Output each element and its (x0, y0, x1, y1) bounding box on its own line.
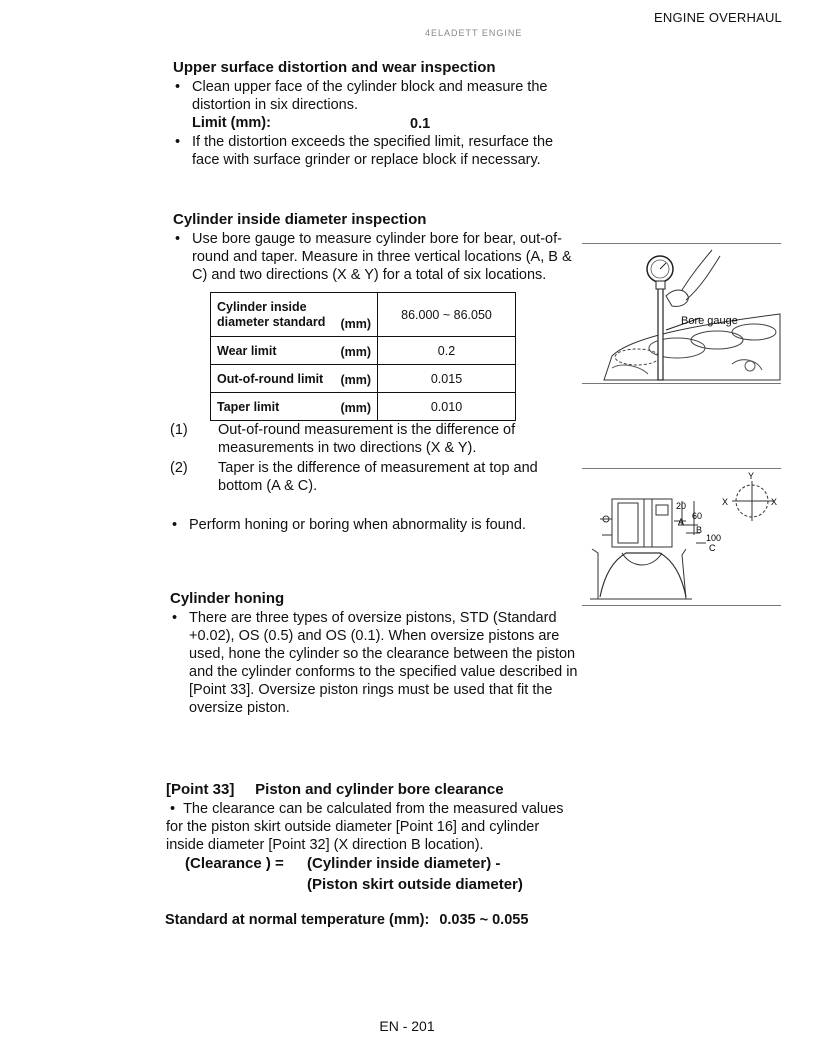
table-row (211, 365, 516, 393)
table-label-cell (211, 337, 378, 365)
cylinder-inspection-section (173, 211, 581, 284)
table-value: 86.000 ~ 86.050 (378, 293, 516, 337)
direction-x-left-label: X (722, 497, 729, 507)
note-text: Taper is the difference of measurement at top and bottom (A & C). (218, 460, 538, 494)
limit-value: 0.1 (410, 116, 431, 132)
table-label: Out-of-round limit (217, 371, 324, 386)
note-number: (2) (170, 460, 188, 476)
cylinder-bullet-1 (173, 230, 581, 284)
upper-surface-title: Upper surface distortion and wear inspection (173, 59, 496, 76)
table-label: Cylinder inside diameter standard (217, 300, 326, 329)
direction-y-label: Y (748, 471, 755, 481)
upper-bullet-2 (173, 133, 573, 169)
table-value: 0.015 (378, 365, 516, 393)
section-header: ENGINE OVERHAUL (654, 10, 782, 25)
cylinder-honing-section (170, 590, 580, 717)
table-unit: (mm) (340, 317, 371, 331)
location-a-label: A (678, 517, 685, 527)
bullet-dot: • (175, 134, 181, 150)
location-b-label: B (696, 525, 703, 535)
point33-bullet-text: The clearance can be calculated from the measured values for the piston skirt outside diameter [Point 16] and cylinder inside diameter [Point 32] (X direction B location). (166, 801, 564, 853)
equation-lhs: (Clearance ) = (185, 855, 284, 872)
limit-label: Limit (mm): (192, 115, 271, 131)
upper-bullet-1-text: Clean upper face of the cylinder block and measure the distortion in six directions. (192, 79, 548, 113)
note-number: (1) (170, 422, 188, 438)
table-unit: (mm) (340, 401, 371, 415)
faint-header: 4ELADETT ENGINE (425, 28, 523, 38)
measurement-locations-illustration (582, 469, 781, 605)
honing-boring-text: Perform honing or boring when abnormality is found. (189, 517, 526, 533)
upper-surface-section (173, 59, 573, 169)
upper-bullet-2-text: If the distortion exceeds the specified limit, resurface the face with surface grinder or replace block if necessary. (192, 134, 554, 168)
note-2 (170, 459, 550, 495)
cylinder-bullet-1-text: Use bore gauge to measure cylinder bore for bear, out-of-round and taper. Measure in three vertical locations (A, B & C) and two directions (X & Y) for a total of six locations. (192, 231, 572, 283)
table-label-cell (211, 393, 378, 421)
bullet-dot: • (172, 610, 178, 626)
honing-bullet-text: There are three types of oversize pistons, STD (Standard +0.02), OS (0.5) and OS (0.1). When oversize pistons are used, hone the cylinder so the clearance between the piston and the cylinder conforms to the specified value described in [Point 33]. Oversize piston rings must be used that fit the oversize piston. (189, 610, 578, 716)
bore-gauge-illustration (582, 244, 781, 383)
table-unit: (mm) (340, 345, 371, 359)
bullet-dot: • (175, 231, 181, 247)
table-label-cell (211, 293, 378, 337)
table-row (211, 337, 516, 365)
table-label-cell (211, 365, 378, 393)
table-unit: (mm) (340, 373, 371, 387)
location-c-label: C (709, 543, 716, 553)
point33-bullet (166, 800, 566, 854)
table-value: 0.2 (378, 337, 516, 365)
table-label: Taper limit (217, 399, 280, 414)
bullet-dot: • (175, 79, 181, 95)
cylinder-honing-title: Cylinder honing (170, 590, 285, 607)
honing-bullet (170, 609, 580, 717)
bullet-dot: • (172, 517, 178, 533)
upper-bullet-1 (173, 78, 573, 114)
bullet-dot: • (170, 801, 176, 817)
point33-title: [Point 33] Piston and cylinder bore clearance (166, 781, 504, 798)
direction-x-right-label: X (771, 497, 778, 507)
spec-table (210, 292, 516, 421)
table-value: 0.010 (378, 393, 516, 421)
notes-list (170, 421, 550, 495)
standard-temp-row (165, 912, 528, 928)
table-label: Wear limit (217, 343, 277, 358)
point33-section (166, 781, 566, 854)
standard-temp-value: 0.035 ~ 0.055 (439, 912, 529, 928)
note-text: Out-of-round measurement is the difference of measurements in two directions (X & Y). (218, 422, 516, 456)
bore-gauge-figure (582, 243, 781, 384)
depth-100-label: 100 (706, 533, 722, 543)
equation-rhs-2: (Piston skirt outside diameter) (307, 876, 523, 893)
standard-temp-label: Standard at normal temperature (mm): (165, 912, 430, 928)
page-number: EN - 201 (379, 1018, 435, 1034)
equation-rhs-1: (Cylinder inside diameter) - (307, 855, 501, 872)
depth-60-label: 60 (692, 511, 703, 521)
limit-row (173, 114, 573, 133)
depth-20-label: 20 (676, 501, 687, 511)
bore-gauge-label: Bore gauge (681, 315, 738, 327)
table-row (211, 293, 516, 337)
table-row (211, 393, 516, 421)
cylinder-inspection-title: Cylinder inside diameter inspection (173, 211, 427, 228)
note-1 (170, 421, 550, 457)
honing-boring-bullet (170, 516, 589, 534)
measurement-locations-figure (582, 468, 781, 606)
